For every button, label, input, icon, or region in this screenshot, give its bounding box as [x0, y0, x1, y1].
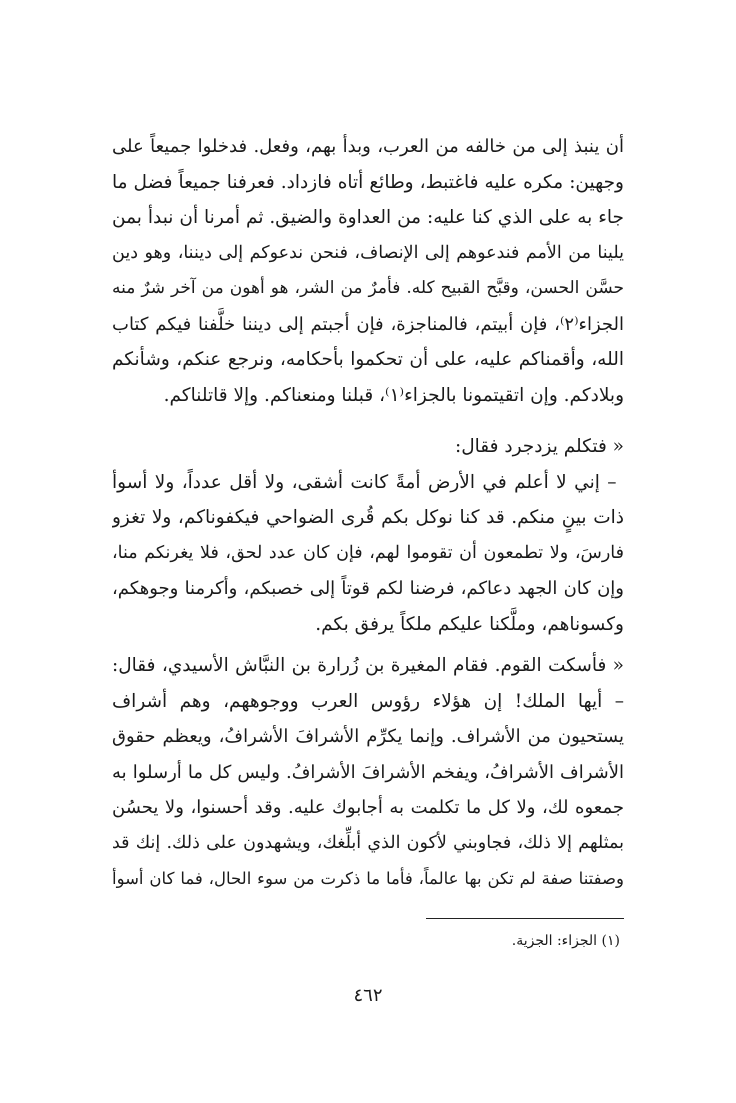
- text-line: فارسَ، ولا تطمعون أن تقوموا لهم، فإن كان عدد لحق، فلا يغرنكم منا،: [112, 542, 624, 563]
- text-line: وكسوناهم، وملَّكنا عليكم ملكاً يرفق بكم.: [315, 613, 624, 635]
- text-line: جاء به على الذي كنا عليه: من العداوة والضيق. ثم أمرنا أن نبدأ بمن: [112, 207, 624, 228]
- text-line: وبلادكم. وإن اتقيتمونا بالجزاء⁽١⁾، قبلنا ومنعناكم. وإلا قاتلناكم.: [163, 384, 624, 406]
- text-line: – أيها الملك! إن هؤلاء رؤوس العرب ووجوههم، وهم أشراف: [112, 690, 624, 712]
- paragraph-2: [112, 429, 624, 642]
- footnote-divider: [426, 918, 624, 919]
- text-line: الله، وأقمناكم عليه، على أن تحكموا بأحكامه، ونرجع عنكم، وشأنكم: [112, 349, 624, 370]
- text-line: يلينا من الأمم فندعوهم إلى الإنصاف، فنحن ندعوكم إلى ديننا، وهو دين: [112, 242, 624, 263]
- text-line: حسَّن الحسن، وقبَّح القبيح كله. فأمرٌ من الشر، هو أهون من آخر شرٌ منه: [112, 278, 624, 298]
- speaker-intro-line: « فتكلم يزدجرد فقال:: [454, 436, 624, 457]
- page-number: ٤٦٢: [353, 985, 383, 1006]
- text-line: بمثلهم إلا ذلك، فجاوبني لأكون الذي أبلِّغك، ويشهدون على ذلك. إنك قد: [112, 832, 624, 853]
- text-line: الجزاء⁽٢⁾، فإن أبيتم، فالمناجزة، فإن أجبتم إلى ديننا خلَّفنا فيكم كتاب: [112, 313, 624, 335]
- footnote: (١) الجزاء: الجزية.: [511, 933, 620, 949]
- text-line: أن ينبذ إلى من خالفه من العرب، وبدأ بهم، وفعل. فدخلوا جميعاً على: [112, 136, 624, 157]
- text-line: جمعوه لك، ولا كل ما تكلمت به أجابوك عليه. وقد أحسنوا، ولا يحسُن: [112, 797, 624, 818]
- speaker-intro-line: « فأسكت القوم. فقام المغيرة بن زُرارة بن النبَّاش الأسيدي، فقال:: [112, 655, 624, 676]
- text-line: وإن كان الجهد دعاكم، فرضنا لكم قوتاً إلى خصبكم، وأكرمنا وجوهكم،: [112, 578, 624, 599]
- text-line: الأشراف الأشرافُ، ويفخم الأشرافَ الأشرافُ. وليس كل ما أرسلوا به: [112, 761, 624, 783]
- text-line: وصفتنا صفة لم تكن بها عالماً، فأما ما ذكرت من سوء الحال، فما كان أسوأ: [112, 869, 624, 888]
- text-line: ذات بينٍ منكم. قد كنا نوكل بكم قُرى الضواحي فيكفوناكم، ولا تغزو: [112, 507, 624, 528]
- text-line: ْ – إني لا أعلم في الأرض أمةً كانت أشقى، ولا أقل عدداً، ولا أسوأ: [112, 471, 624, 493]
- text-line: يستحيون من الأشراف. وإنما يكرِّم الأشرافَ الأشرافُ، ويعظم حقوق: [112, 726, 624, 747]
- text-line: وجهين: مكره عليه فاغتبط، وطائع أتاه فازداد. فعرفنا جميعاً فضل ما: [112, 171, 624, 193]
- paragraph-1: [112, 129, 624, 413]
- paragraph-3: [112, 648, 624, 897]
